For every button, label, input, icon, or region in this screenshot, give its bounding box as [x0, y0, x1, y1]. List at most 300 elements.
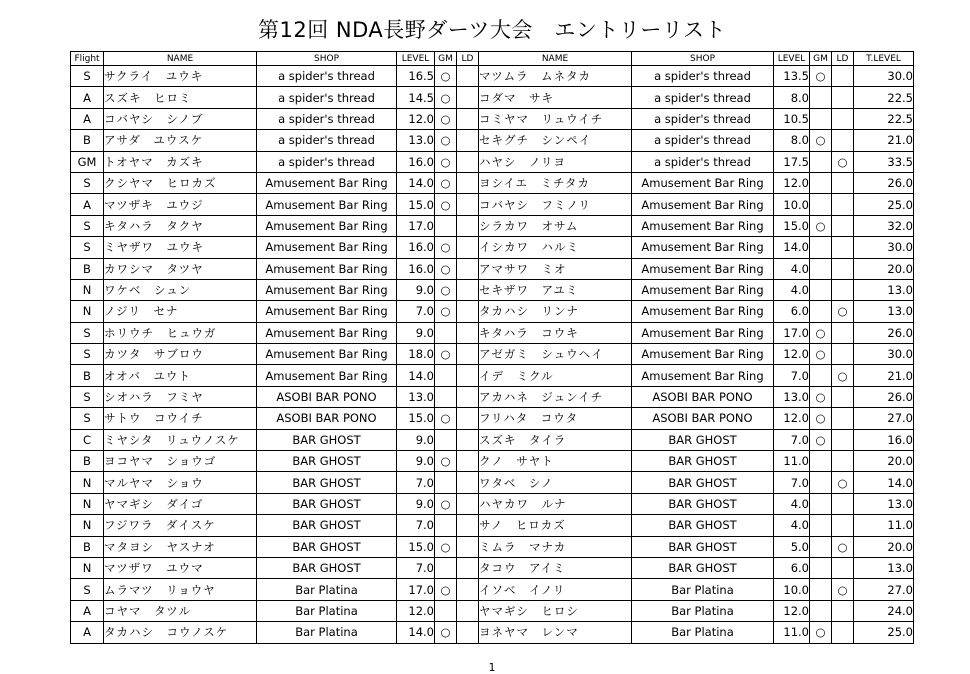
- total-level-cell: 27.0: [854, 408, 914, 429]
- player2-name-cell: ミムラ マナカ: [479, 536, 632, 557]
- player1-gm-cell: ○: [435, 87, 457, 108]
- total-level-cell: 14.0: [854, 472, 914, 493]
- total-level-cell: 26.0: [854, 386, 914, 407]
- flight-cell: S: [71, 344, 104, 365]
- player1-level-cell: 18.0: [397, 344, 435, 365]
- player1-gm-cell: [435, 429, 457, 450]
- player1-gm-cell: [435, 557, 457, 578]
- player1-level-cell: 15.0: [397, 194, 435, 215]
- player2-ld-cell: [832, 258, 854, 279]
- player2-level-cell: 7.0: [774, 429, 810, 450]
- table-row: [71, 451, 914, 472]
- player2-shop-cell: Amusement Bar Ring: [632, 365, 774, 386]
- flight-cell: N: [71, 279, 104, 300]
- table-row: [71, 87, 914, 108]
- player2-name-cell: アマサワ ミオ: [479, 258, 632, 279]
- player2-shop-cell: ASOBI BAR PONO: [632, 386, 774, 407]
- player1-level-cell: 16.0: [397, 151, 435, 172]
- page-number: 1: [488, 661, 496, 674]
- document-title: 第12回 NDA長野ダーツ大会 エントリーリスト: [257, 18, 726, 42]
- table-row: [71, 172, 914, 193]
- player1-gm-cell: ○: [435, 108, 457, 129]
- flight-cell: N: [71, 301, 104, 322]
- player1-ld-cell: [457, 151, 479, 172]
- player2-name-cell: ハヤシ ノリヨ: [479, 151, 632, 172]
- player1-name-cell: カツタ サブロウ: [104, 344, 257, 365]
- player2-gm-cell: [810, 600, 832, 621]
- player1-ld-cell: [457, 493, 479, 514]
- player2-gm-cell: [810, 493, 832, 514]
- player1-gm-cell: ○: [435, 237, 457, 258]
- player2-level-cell: 12.0: [774, 344, 810, 365]
- table-row: [71, 365, 914, 386]
- player2-shop-cell: Amusement Bar Ring: [632, 258, 774, 279]
- player2-ld-cell: [832, 66, 854, 87]
- player2-shop-cell: Amusement Bar Ring: [632, 322, 774, 343]
- player1-name-cell: スズキ ヒロミ: [104, 87, 257, 108]
- player2-level-cell: 17.5: [774, 151, 810, 172]
- player2-shop-cell: Amusement Bar Ring: [632, 344, 774, 365]
- player2-name-cell: イデ ミクル: [479, 365, 632, 386]
- player1-level-cell: 9.0: [397, 322, 435, 343]
- player1-ld-cell: [457, 536, 479, 557]
- player1-name-cell: マツザキ ユウジ: [104, 194, 257, 215]
- total-level-cell: 11.0: [854, 515, 914, 536]
- player2-level-cell: 6.0: [774, 301, 810, 322]
- player2-shop-cell: Amusement Bar Ring: [632, 215, 774, 236]
- player2-name-cell: コミヤマ リュウイチ: [479, 108, 632, 129]
- player2-ld-cell: [832, 557, 854, 578]
- player1-level-cell: 7.0: [397, 515, 435, 536]
- player2-shop-cell: Amusement Bar Ring: [632, 279, 774, 300]
- player2-ld-cell: [832, 322, 854, 343]
- player1-name-cell: クシヤマ ヒロカズ: [104, 172, 257, 193]
- total-level-cell: 30.0: [854, 344, 914, 365]
- player2-name-cell: サノ ヒロカズ: [479, 515, 632, 536]
- table-row: [71, 301, 914, 322]
- header-shop: SHOP: [257, 52, 397, 66]
- flight-cell: B: [71, 258, 104, 279]
- player2-ld-cell: [832, 451, 854, 472]
- player2-ld-cell: [832, 279, 854, 300]
- player1-ld-cell: [457, 172, 479, 193]
- player1-ld-cell: [457, 301, 479, 322]
- total-level-cell: 13.0: [854, 493, 914, 514]
- table-row: [71, 408, 914, 429]
- player2-gm-cell: [810, 108, 832, 129]
- player1-name-cell: ヤマギシ ダイゴ: [104, 493, 257, 514]
- player2-gm-cell: [810, 557, 832, 578]
- player2-gm-cell: [810, 279, 832, 300]
- player2-shop-cell: Amusement Bar Ring: [632, 172, 774, 193]
- player1-name-cell: フジワラ ダイスケ: [104, 515, 257, 536]
- player2-shop-cell: Bar Platina: [632, 622, 774, 643]
- table-row: [71, 258, 914, 279]
- player2-level-cell: 14.0: [774, 237, 810, 258]
- total-level-cell: 26.0: [854, 322, 914, 343]
- player1-gm-cell: [435, 600, 457, 621]
- player2-level-cell: 15.0: [774, 215, 810, 236]
- player1-level-cell: 9.0: [397, 279, 435, 300]
- player1-gm-cell: [435, 365, 457, 386]
- total-level-cell: 25.0: [854, 194, 914, 215]
- player2-level-cell: 5.0: [774, 536, 810, 557]
- player2-gm-cell: ○: [810, 130, 832, 151]
- total-level-cell: 33.5: [854, 151, 914, 172]
- player2-ld-cell: [832, 172, 854, 193]
- player2-level-cell: 4.0: [774, 493, 810, 514]
- player2-name-cell: タカハシ リンナ: [479, 301, 632, 322]
- player1-ld-cell: [457, 515, 479, 536]
- player2-shop-cell: BAR GHOST: [632, 557, 774, 578]
- player2-ld-cell: [832, 493, 854, 514]
- player1-level-cell: 7.0: [397, 557, 435, 578]
- player2-level-cell: 12.0: [774, 600, 810, 621]
- player2-name-cell: ヨシイエ ミチタカ: [479, 172, 632, 193]
- player1-ld-cell: [457, 579, 479, 600]
- player2-ld-cell: [832, 344, 854, 365]
- player2-ld-cell: [832, 429, 854, 450]
- header-total-level: T.LEVEL: [854, 52, 914, 66]
- player2-gm-cell: [810, 472, 832, 493]
- player2-name-cell: セキグチ シンペイ: [479, 130, 632, 151]
- player2-ld-cell: ○: [832, 536, 854, 557]
- player2-level-cell: 4.0: [774, 258, 810, 279]
- flight-cell: S: [71, 215, 104, 236]
- player2-gm-cell: ○: [810, 322, 832, 343]
- player1-level-cell: 16.0: [397, 258, 435, 279]
- player1-ld-cell: [457, 600, 479, 621]
- player1-level-cell: 14.0: [397, 365, 435, 386]
- player1-ld-cell: [457, 429, 479, 450]
- player2-gm-cell: [810, 237, 832, 258]
- player1-gm-cell: ○: [435, 622, 457, 643]
- player1-ld-cell: [457, 344, 479, 365]
- player2-ld-cell: [832, 515, 854, 536]
- total-level-cell: 25.0: [854, 622, 914, 643]
- player1-shop-cell: BAR GHOST: [257, 515, 397, 536]
- player2-shop-cell: BAR GHOST: [632, 515, 774, 536]
- player2-name-cell: ヤマギシ ヒロシ: [479, 600, 632, 621]
- player2-gm-cell: ○: [810, 344, 832, 365]
- player2-ld-cell: ○: [832, 151, 854, 172]
- player1-shop-cell: ASOBI BAR PONO: [257, 386, 397, 407]
- header-level-2: LEVEL: [774, 52, 810, 66]
- player1-name-cell: マルヤマ ショウ: [104, 472, 257, 493]
- player2-ld-cell: [832, 408, 854, 429]
- player1-level-cell: 16.5: [397, 66, 435, 87]
- player2-ld-cell: [832, 600, 854, 621]
- player2-gm-cell: [810, 301, 832, 322]
- header-gm-2: GM: [810, 52, 832, 66]
- player1-name-cell: タカハシ コウノスケ: [104, 622, 257, 643]
- total-level-cell: 22.5: [854, 108, 914, 129]
- flight-cell: B: [71, 451, 104, 472]
- player1-gm-cell: ○: [435, 579, 457, 600]
- entry-rows: [71, 66, 914, 644]
- player2-name-cell: イソベ イノリ: [479, 579, 632, 600]
- player1-gm-cell: ○: [435, 536, 457, 557]
- total-level-cell: 21.0: [854, 130, 914, 151]
- player1-shop-cell: Amusement Bar Ring: [257, 172, 397, 193]
- player1-level-cell: 17.0: [397, 215, 435, 236]
- player1-shop-cell: Bar Platina: [257, 622, 397, 643]
- total-level-cell: 13.0: [854, 557, 914, 578]
- player1-name-cell: コヤマ タツル: [104, 600, 257, 621]
- player1-level-cell: 12.0: [397, 108, 435, 129]
- player2-ld-cell: ○: [832, 579, 854, 600]
- flight-cell: GM: [71, 151, 104, 172]
- flight-cell: S: [71, 322, 104, 343]
- player1-name-cell: アサダ ユウスケ: [104, 130, 257, 151]
- player1-shop-cell: Bar Platina: [257, 579, 397, 600]
- player2-level-cell: 4.0: [774, 515, 810, 536]
- player2-level-cell: 7.0: [774, 472, 810, 493]
- player2-gm-cell: [810, 194, 832, 215]
- table-row: [71, 515, 914, 536]
- player2-name-cell: スズキ タイラ: [479, 429, 632, 450]
- flight-cell: A: [71, 622, 104, 643]
- table-row: [71, 600, 914, 621]
- player2-gm-cell: [810, 172, 832, 193]
- player1-level-cell: 15.0: [397, 408, 435, 429]
- player1-level-cell: 14.0: [397, 172, 435, 193]
- player2-shop-cell: a spider's thread: [632, 130, 774, 151]
- header-shop-2: SHOP: [632, 52, 774, 66]
- player2-shop-cell: BAR GHOST: [632, 493, 774, 514]
- player1-shop-cell: Amusement Bar Ring: [257, 365, 397, 386]
- player2-ld-cell: [832, 194, 854, 215]
- total-level-cell: 21.0: [854, 365, 914, 386]
- table-row: [71, 130, 914, 151]
- flight-cell: S: [71, 386, 104, 407]
- player1-name-cell: ムラマツ リョウヤ: [104, 579, 257, 600]
- player2-level-cell: 17.0: [774, 322, 810, 343]
- header-name: NAME: [104, 52, 257, 66]
- player1-level-cell: 7.0: [397, 301, 435, 322]
- player2-shop-cell: a spider's thread: [632, 66, 774, 87]
- player1-shop-cell: BAR GHOST: [257, 557, 397, 578]
- total-level-cell: 20.0: [854, 451, 914, 472]
- player1-ld-cell: [457, 108, 479, 129]
- player2-name-cell: クノ サヤト: [479, 451, 632, 472]
- header-ld-2: LD: [832, 52, 854, 66]
- total-level-cell: 26.0: [854, 172, 914, 193]
- table-row: [71, 493, 914, 514]
- flight-cell: S: [71, 172, 104, 193]
- total-level-cell: 16.0: [854, 429, 914, 450]
- player2-gm-cell: ○: [810, 215, 832, 236]
- total-level-cell: 13.0: [854, 279, 914, 300]
- flight-cell: S: [71, 579, 104, 600]
- player1-ld-cell: [457, 87, 479, 108]
- player1-name-cell: コバヤシ シノブ: [104, 108, 257, 129]
- player2-gm-cell: [810, 451, 832, 472]
- player1-ld-cell: [457, 386, 479, 407]
- player1-ld-cell: [457, 622, 479, 643]
- player1-shop-cell: BAR GHOST: [257, 429, 397, 450]
- player1-shop-cell: Amusement Bar Ring: [257, 258, 397, 279]
- player2-name-cell: アゼガミ シュウヘイ: [479, 344, 632, 365]
- total-level-cell: 32.0: [854, 215, 914, 236]
- player2-gm-cell: ○: [810, 408, 832, 429]
- player2-name-cell: ハヤカワ ルナ: [479, 493, 632, 514]
- header-ld: LD: [457, 52, 479, 66]
- table-row: [71, 472, 914, 493]
- player2-shop-cell: Bar Platina: [632, 600, 774, 621]
- player2-name-cell: フリハタ コウタ: [479, 408, 632, 429]
- table-row: [71, 237, 914, 258]
- header-gm: GM: [435, 52, 457, 66]
- player1-level-cell: 16.0: [397, 237, 435, 258]
- player1-shop-cell: Amusement Bar Ring: [257, 194, 397, 215]
- flight-cell: N: [71, 557, 104, 578]
- player2-ld-cell: ○: [832, 365, 854, 386]
- table-row: [71, 386, 914, 407]
- player2-shop-cell: BAR GHOST: [632, 429, 774, 450]
- player1-ld-cell: [457, 557, 479, 578]
- player1-level-cell: 7.0: [397, 472, 435, 493]
- player2-level-cell: 12.0: [774, 408, 810, 429]
- player2-gm-cell: [810, 536, 832, 557]
- flight-cell: C: [71, 429, 104, 450]
- player2-ld-cell: [832, 130, 854, 151]
- player1-name-cell: マタヨシ ヤスナオ: [104, 536, 257, 557]
- flight-cell: B: [71, 536, 104, 557]
- table-row: [71, 622, 914, 643]
- player1-level-cell: 17.0: [397, 579, 435, 600]
- player1-ld-cell: [457, 66, 479, 87]
- player1-ld-cell: [457, 451, 479, 472]
- total-level-cell: 22.5: [854, 87, 914, 108]
- table-row: [71, 536, 914, 557]
- player1-level-cell: 15.0: [397, 536, 435, 557]
- player1-ld-cell: [457, 408, 479, 429]
- player1-shop-cell: Bar Platina: [257, 600, 397, 621]
- player1-level-cell: 9.0: [397, 429, 435, 450]
- player2-shop-cell: Amusement Bar Ring: [632, 194, 774, 215]
- flight-cell: A: [71, 600, 104, 621]
- player1-name-cell: ノジリ セナ: [104, 301, 257, 322]
- player1-gm-cell: [435, 215, 457, 236]
- header-name-2: NAME: [479, 52, 632, 66]
- table-row: [71, 579, 914, 600]
- player1-ld-cell: [457, 194, 479, 215]
- player2-gm-cell: ○: [810, 386, 832, 407]
- player2-level-cell: 8.0: [774, 130, 810, 151]
- flight-cell: A: [71, 108, 104, 129]
- table-row: [71, 66, 914, 87]
- flight-cell: N: [71, 472, 104, 493]
- player1-name-cell: サクライ ユウキ: [104, 66, 257, 87]
- player1-gm-cell: ○: [435, 344, 457, 365]
- flight-cell: B: [71, 365, 104, 386]
- table-row: [71, 429, 914, 450]
- flight-cell: N: [71, 515, 104, 536]
- player1-level-cell: 14.5: [397, 87, 435, 108]
- player1-gm-cell: ○: [435, 451, 457, 472]
- player2-shop-cell: BAR GHOST: [632, 536, 774, 557]
- player2-ld-cell: [832, 622, 854, 643]
- player2-shop-cell: Amusement Bar Ring: [632, 301, 774, 322]
- player1-name-cell: キタハラ タクヤ: [104, 215, 257, 236]
- flight-cell: S: [71, 237, 104, 258]
- player2-level-cell: 4.0: [774, 279, 810, 300]
- player1-gm-cell: ○: [435, 194, 457, 215]
- player1-name-cell: トオヤマ カズキ: [104, 151, 257, 172]
- player1-gm-cell: ○: [435, 279, 457, 300]
- flight-cell: S: [71, 408, 104, 429]
- player1-level-cell: 13.0: [397, 386, 435, 407]
- player2-shop-cell: a spider's thread: [632, 108, 774, 129]
- player1-gm-cell: [435, 322, 457, 343]
- player1-gm-cell: ○: [435, 130, 457, 151]
- player1-shop-cell: a spider's thread: [257, 130, 397, 151]
- table-row: [71, 279, 914, 300]
- player1-ld-cell: [457, 472, 479, 493]
- player2-ld-cell: ○: [832, 301, 854, 322]
- total-level-cell: 20.0: [854, 258, 914, 279]
- player1-shop-cell: a spider's thread: [257, 108, 397, 129]
- player2-name-cell: アカハネ ジュンイチ: [479, 386, 632, 407]
- player1-ld-cell: [457, 258, 479, 279]
- player2-name-cell: ワタベ シノ: [479, 472, 632, 493]
- player1-name-cell: ミヤシタ リュウノスケ: [104, 429, 257, 450]
- player2-gm-cell: [810, 365, 832, 386]
- player2-gm-cell: ○: [810, 66, 832, 87]
- player2-gm-cell: [810, 151, 832, 172]
- player1-level-cell: 9.0: [397, 493, 435, 514]
- player2-level-cell: 11.0: [774, 451, 810, 472]
- player1-gm-cell: ○: [435, 151, 457, 172]
- player1-shop-cell: Amusement Bar Ring: [257, 237, 397, 258]
- table-row: [71, 557, 914, 578]
- player1-gm-cell: [435, 386, 457, 407]
- player1-shop-cell: BAR GHOST: [257, 451, 397, 472]
- flight-cell: S: [71, 66, 104, 87]
- player2-level-cell: 10.0: [774, 579, 810, 600]
- player2-ld-cell: [832, 215, 854, 236]
- flight-cell: N: [71, 493, 104, 514]
- player1-name-cell: ミヤザワ ユウキ: [104, 237, 257, 258]
- entry-list-table: [70, 51, 914, 644]
- player2-ld-cell: [832, 237, 854, 258]
- player2-shop-cell: a spider's thread: [632, 151, 774, 172]
- player2-level-cell: 13.0: [774, 386, 810, 407]
- player1-level-cell: 9.0: [397, 451, 435, 472]
- player2-level-cell: 10.0: [774, 194, 810, 215]
- player1-shop-cell: a spider's thread: [257, 151, 397, 172]
- header-flight: Flight: [71, 52, 104, 66]
- player1-level-cell: 13.0: [397, 130, 435, 151]
- flight-cell: B: [71, 130, 104, 151]
- player1-gm-cell: [435, 515, 457, 536]
- player2-name-cell: タコウ アイミ: [479, 557, 632, 578]
- player2-ld-cell: ○: [832, 472, 854, 493]
- player1-name-cell: ワケベ シュン: [104, 279, 257, 300]
- table-row: [71, 215, 914, 236]
- table-row: [71, 108, 914, 129]
- player1-shop-cell: ASOBI BAR PONO: [257, 408, 397, 429]
- total-level-cell: 27.0: [854, 579, 914, 600]
- flight-cell: A: [71, 194, 104, 215]
- player1-name-cell: ホリウチ ヒュウガ: [104, 322, 257, 343]
- player2-shop-cell: Amusement Bar Ring: [632, 237, 774, 258]
- player2-gm-cell: [810, 258, 832, 279]
- player1-shop-cell: Amusement Bar Ring: [257, 301, 397, 322]
- player2-level-cell: 8.0: [774, 87, 810, 108]
- player2-name-cell: シラカワ オサム: [479, 215, 632, 236]
